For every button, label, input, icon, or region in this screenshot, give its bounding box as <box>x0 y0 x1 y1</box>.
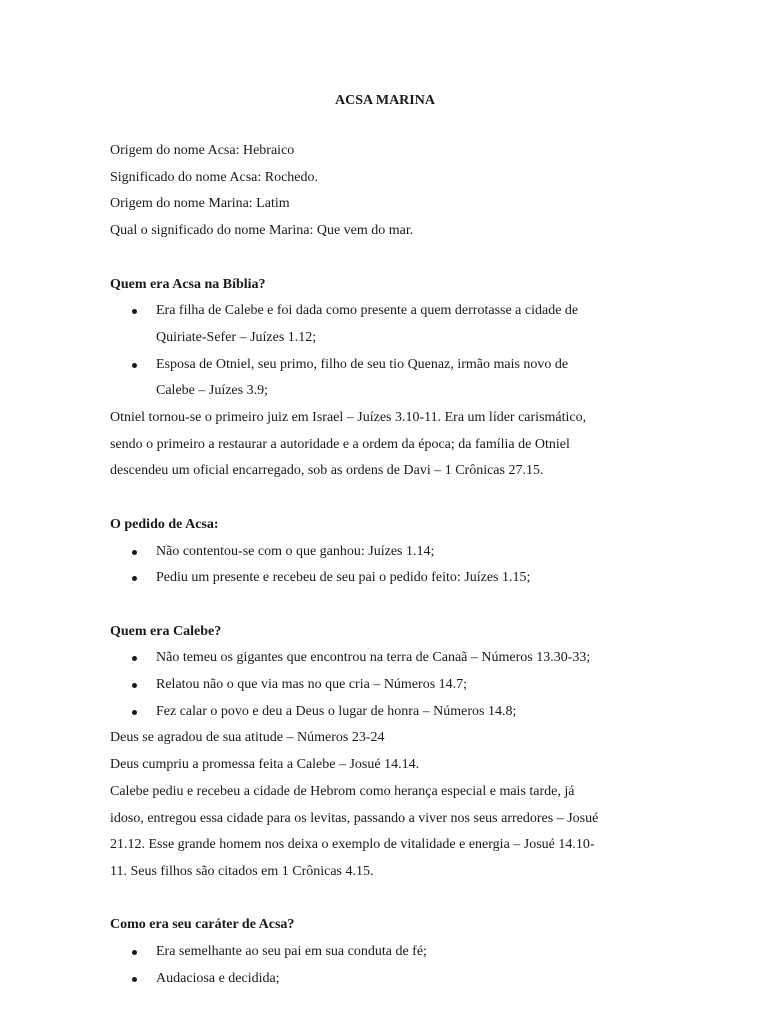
list-item: Pediu um presente e recebeu de seu pai o pedido feito: Juízes 1.15; <box>110 565 650 592</box>
list-item: Relatou não o que via mas no que cria – Números 14.7; <box>110 672 650 699</box>
text-line: Deus cumpriu a promessa feita a Calebe – Josué 14.14. <box>110 757 420 773</box>
bullet-icon <box>132 656 137 661</box>
document-page <box>110 90 650 992</box>
intro-line: Significado do nome Acsa: Rochedo. <box>110 169 319 185</box>
bullet-icon <box>132 977 137 982</box>
bullet-list <box>110 298 650 405</box>
bullet-icon <box>132 550 137 555</box>
list-item: Audaciosa e decidida; <box>110 966 650 993</box>
section-heading: Quem era Acsa na Bíblia? <box>110 276 266 292</box>
bullet-icon <box>132 950 137 955</box>
list-item: Fez calar o povo e deu a Deus o lugar de honra – Números 14.8; <box>110 699 650 726</box>
text-line: Deus se agradou de sua atitude – Números 23-24 <box>110 730 385 746</box>
bullet-icon <box>132 309 137 314</box>
intro-line: Origem do nome Marina: Latim <box>110 196 290 212</box>
paragraph: Otniel tornou-se o primeiro juiz em Israel – Juízes 3.10-11. Era um líder carismático, sendo o primeiro a restaurar a autoridade e a ordem da época; da família de Otniel descendeu um oficial encarregado, sob as ordens de Davi – 1 Crônicas 27.15. <box>110 410 587 479</box>
list-item: Não temeu os gigantes que encontrou na terra de Canaã – Números 13.30-33; <box>110 645 650 672</box>
bullet-list <box>110 645 650 725</box>
section-heading: O pedido de Acsa: <box>110 516 219 532</box>
list-item: Não contentou-se com o que ganhou: Juízes 1.14; <box>110 539 650 566</box>
bullet-list <box>110 939 650 992</box>
list-item: Era semelhante ao seu pai em sua conduta de fé; <box>110 939 650 966</box>
bullet-icon <box>132 710 137 715</box>
page-title: ACSA MARINA <box>335 93 435 108</box>
bullet-icon <box>132 576 137 581</box>
list-item: Era filha de Calebe e foi dada como presente a quem derrotasse a cidade de Quiriate-Sefer – Juízes 1.12; <box>110 298 650 351</box>
intro-line: Qual o significado do nome Marina: Que vem do mar. <box>110 223 414 239</box>
paragraph: Calebe pediu e recebeu a cidade de Hebrom como herança especial e mais tarde, já idoso, entregou essa cidade para os levitas, passando a viver nos seus arredores – Josué 21.12. Esse grande homem nos deixa o exemplo de vitalidade e energia – Josué 14.10- 11. Seus filhos são citados em 1 Crônicas 4.15. <box>110 783 599 879</box>
intro-block <box>110 138 650 245</box>
bullet-icon <box>132 363 137 368</box>
section-heading: Como era seu caráter de Acsa? <box>110 917 295 933</box>
section-heading: Quem era Calebe? <box>110 623 222 639</box>
bullet-list <box>110 539 650 592</box>
intro-line: Origem do nome Acsa: Hebraico <box>110 143 295 158</box>
bullet-icon <box>132 683 137 688</box>
list-item: Esposa de Otniel, seu primo, filho de seu tio Quenaz, irmão mais novo de Calebe – Juízes 3.9; <box>110 352 650 405</box>
